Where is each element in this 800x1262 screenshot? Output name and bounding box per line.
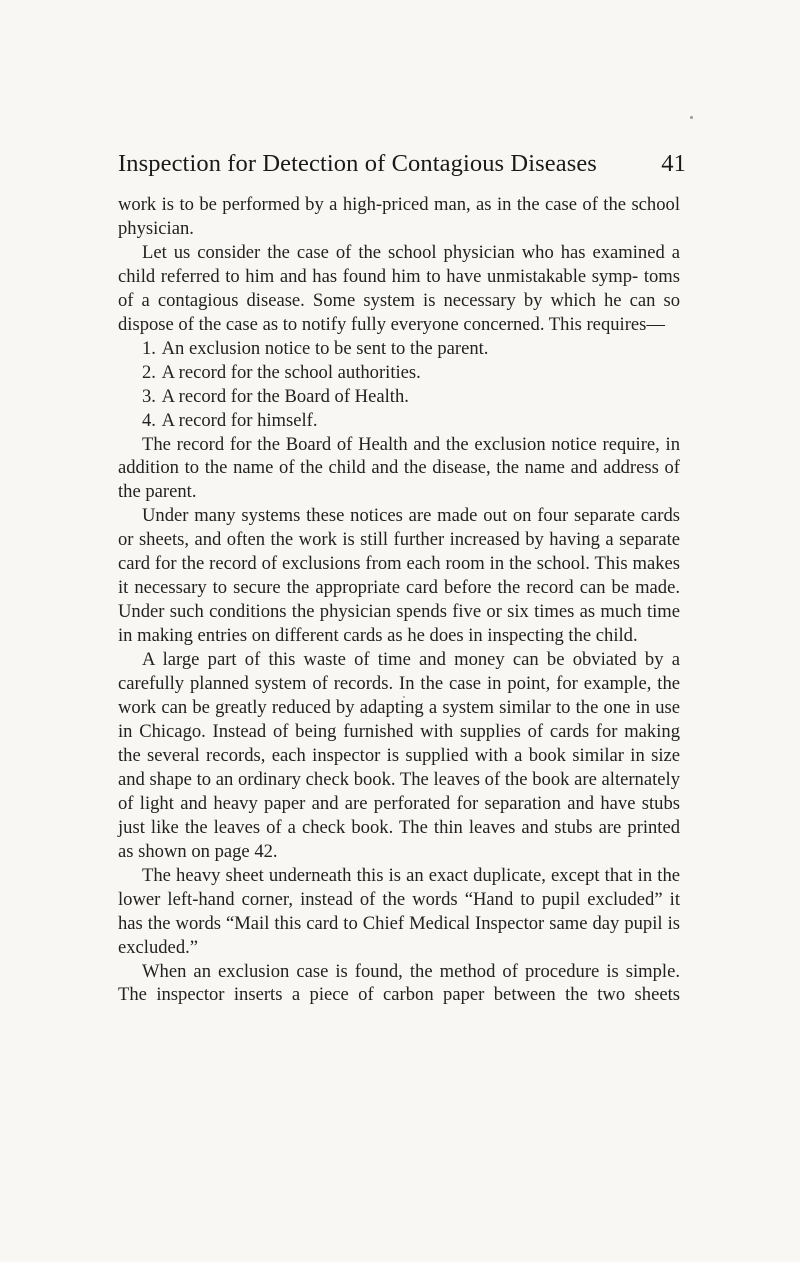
page-number: 41	[661, 150, 686, 177]
list-item-number: 1.	[142, 337, 156, 359]
list-item-number: 4.	[142, 409, 156, 431]
paragraph: work is to be performed by a high-priced man, as in the case of the school physician.	[118, 194, 680, 239]
paragraph: The heavy sheet underneath this is an exact duplicate, except that in the lower left-hand corner, instead of the words “Hand to pupil excluded” it has the words “Mail this card to Chief Medical Inspector same day pupil is excluded.”	[118, 864, 680, 958]
running-head	[118, 150, 686, 178]
list-item-text: An exclusion notice to be sent to the parent.	[161, 337, 489, 359]
list-item-number: 3.	[142, 385, 156, 407]
body-text	[118, 193, 680, 1007]
list-item	[118, 409, 680, 433]
list-item	[118, 385, 680, 409]
list-item-text: A record for the school authorities.	[161, 361, 421, 383]
paragraph: Under many systems these notices are made out on four separate cards or sheets, and often the work is still further increased by having a separate card for the record of exclusions from each room in the school. This makes it necessary to secure the appropriate card before the record can be made. Under such conditions the physician spends five or six times as much time in making entries on different cards as he does in inspecting the child.	[118, 505, 680, 647]
paragraph: A large part of this waste of time and money can be obviated by a carefully planned system of records. In the case in point, for example, the work can be greatly reduced by adapting a system similar to the one in use in Chicago. Instead of being furnished with supplies of cards for making the several records, each inspector is supplied with a book similar in size and shape to an ordinary check book. The leaves of the book are alternately of light and heavy paper and are perforated for separation and have stubs just like the leaves of a check book. The thin leaves and stubs are printed as shown on page 42.	[118, 649, 680, 862]
print-speck	[690, 116, 693, 119]
list-item-text: A record for the Board of Health.	[161, 385, 409, 407]
running-head-title: Inspection for Detection of Contagious Diseases	[118, 150, 597, 177]
list-item-number: 2.	[142, 361, 156, 383]
list-item-text: A record for himself.	[161, 409, 318, 431]
paragraph: The record for the Board of Health and the exclusion notice require, in addition to the name of the child and the disease, the name and address of the parent.	[118, 433, 680, 503]
list-item	[118, 361, 680, 385]
paragraph: When an exclusion case is found, the method of procedure is simple. The inspector inserts a piece of carbon paper between the two sheets	[118, 960, 680, 1006]
list-item	[118, 337, 680, 361]
paragraph: Let us consider the case of the school physician who has examined a child referred to him and has found him to have unmistakable symp- toms of a contagious disease. Some system is necessary by which he can so dispose of the case as to notify fully everyone concerned. This requires—	[118, 241, 680, 335]
